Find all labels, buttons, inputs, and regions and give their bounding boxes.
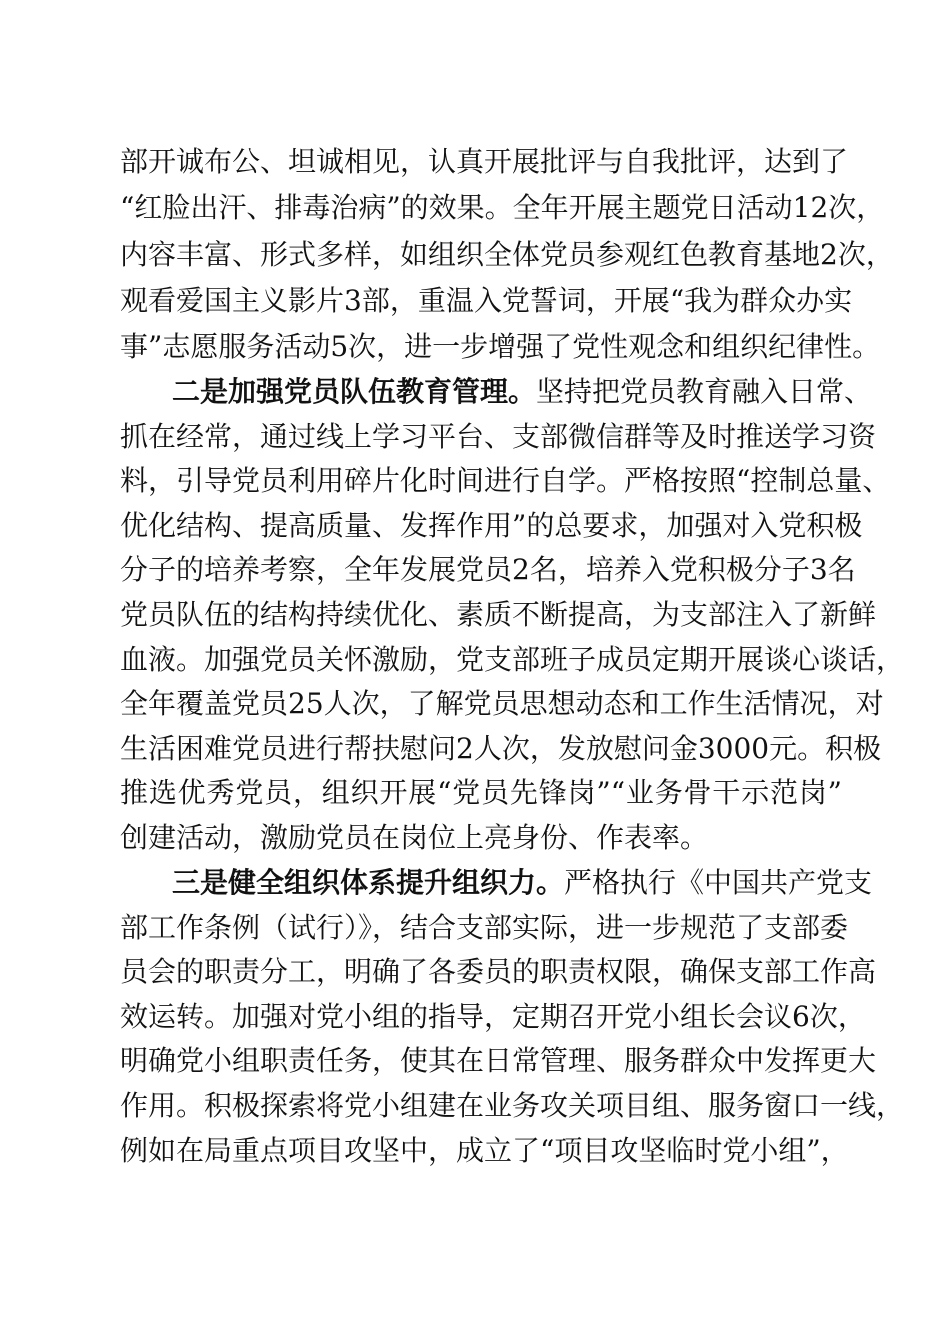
paragraph-heading: 三是健全组织体系提升组织力。 — [172, 866, 565, 899]
text-line: 部开诚布公、坦诚相见，认真开展批评与自我批评，达到了 — [120, 145, 849, 178]
text-line: 全年覆盖党员25人次，了解党员思想动态和工作生活情况，对 — [120, 687, 884, 721]
text-span: 坚持把党员教育融入日常、 — [536, 375, 873, 408]
paragraph-1 — [120, 139, 894, 370]
text-line: 料，引导党员利用碎片化时间进行自学。严格按照“控制总量、 — [120, 464, 891, 498]
text-line: 生活困难党员进行帮扶慰问2人次，发放慰问金3000元。积极 — [120, 731, 882, 765]
text-line: 观看爱国主义影片3部，重温入党誓词，开展“我为群众办实 — [120, 283, 853, 317]
text-line: 分子的培养考察，全年发展党员2名，培养入党积极分子3名 — [120, 553, 856, 587]
text-line: 抓在经常，通过线上学习平台、支部微信群等及时推送学习资 — [120, 419, 877, 453]
text-line: 例如在局重点项目攻坚中，成立了“项目攻坚临时党小组”， — [120, 1133, 849, 1167]
text-span: 严格执行《中国共产党支 — [564, 866, 873, 899]
text-line: 内容丰富、形式多样，如组织全体党员参观红色教育基地2次， — [120, 237, 894, 271]
text-line: 事”志愿服务活动5次，进一步增强了党性观念和组织纪律性。 — [120, 330, 881, 364]
text-line: 创建活动，激励党员在岗位上亮身份、作表率。 — [120, 820, 709, 854]
text-line — [120, 861, 873, 906]
text-line: “红脸出汗、排毒治病”的效果。全年开展主题党日活动12次， — [120, 191, 885, 225]
paragraph-heading: 二是加强党员队伍教育管理。 — [172, 375, 537, 408]
text-line: 优化结构、提高质量、发挥作用”的总要求，加强对入党积极 — [120, 508, 863, 542]
paragraph-2 — [120, 370, 905, 861]
text-line: 明确党小组职责任务，使其在日常管理、服务群众中发挥更大 — [120, 1044, 877, 1078]
text-line: 部工作条例（试行）》，结合支部实际，进一步规范了支部委 — [120, 910, 849, 944]
text-line: 推选优秀党员，组织开展“党员先锋岗”“业务骨干示范岗” — [120, 776, 842, 810]
text-line: 血液。加强党员关怀激励，党支部班子成员定期开展谈心谈话， — [120, 642, 905, 676]
text-line: 作用。积极探索将党小组建在业务攻关项目组、服务窗口一线， — [120, 1088, 905, 1122]
text-line — [120, 370, 873, 415]
paragraph-3 — [120, 861, 905, 1173]
text-line: 员会的职责分工，明确了各委员的职责权限，确保支部工作高 — [120, 955, 877, 989]
text-line: 效运转。加强对党小组的指导，定期召开党小组长会议6次， — [120, 999, 866, 1033]
text-line: 党员队伍的结构持续优化、素质不断提高，为支部注入了新鲜 — [120, 597, 877, 631]
